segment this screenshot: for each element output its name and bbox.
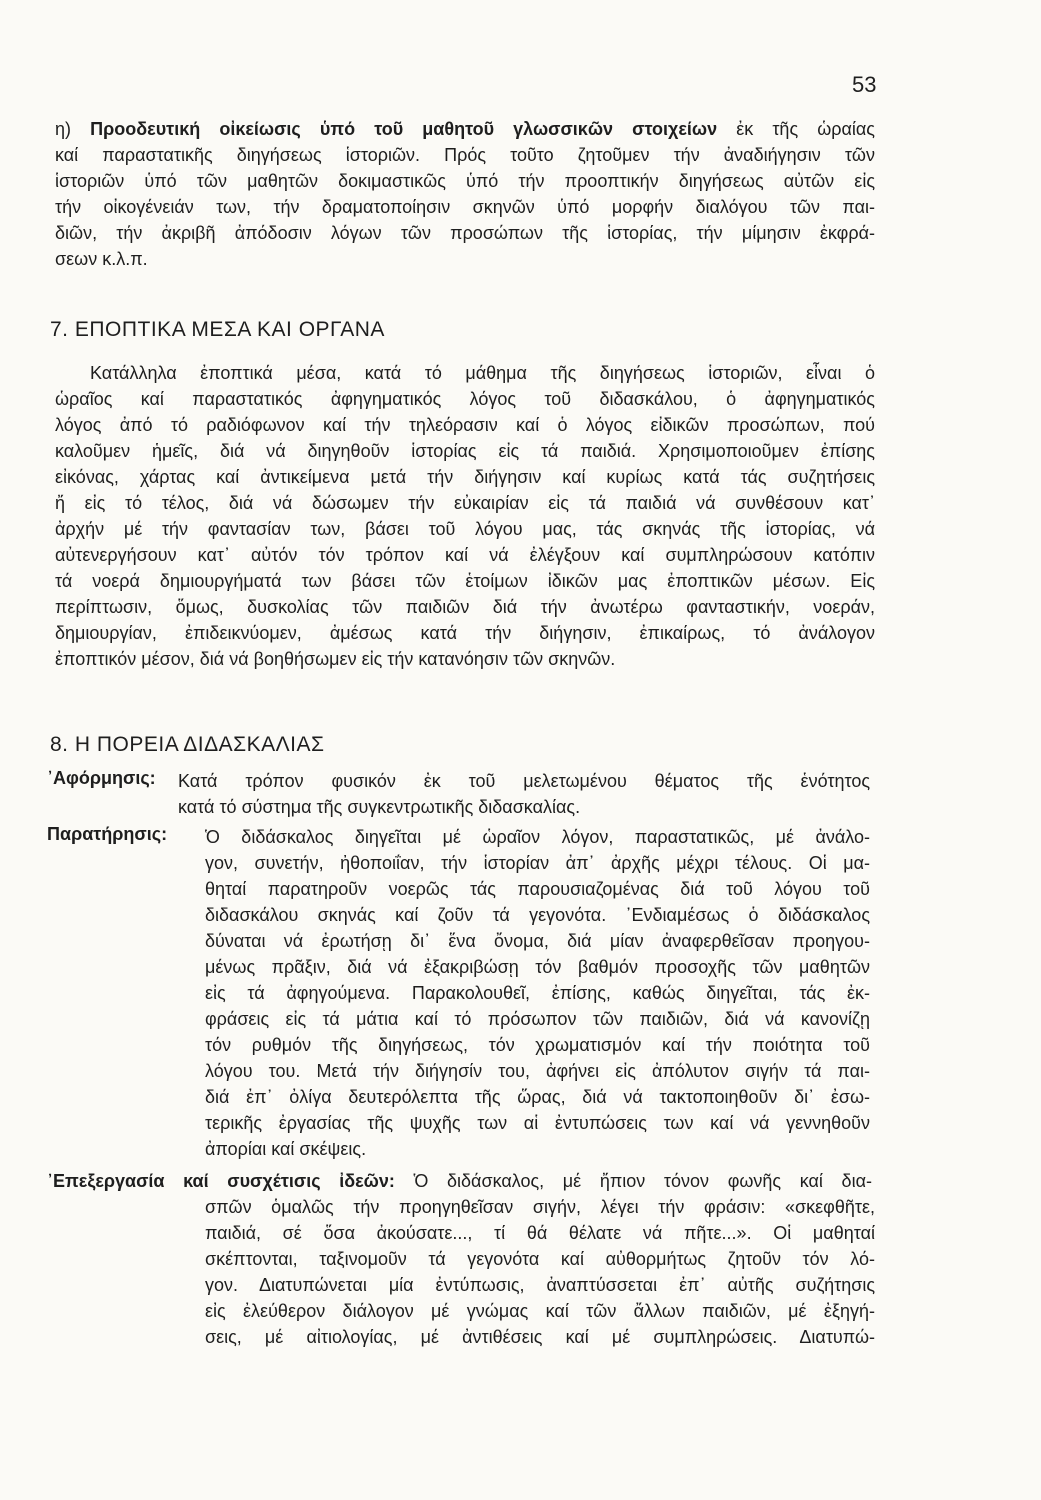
item-line-rest: ἐκ τῆς ὡραίας: [736, 119, 875, 139]
term-paratirisis: Παρατήρησις:: [47, 824, 168, 844]
paragraph-line: δημιουργίαν, ἐπιδεικνύομεν, ἀμέσως κατά τήν διήγησιν, ἐπικαίρως, τό ἀνάλογον: [55, 623, 875, 643]
paragraph-line: φράσεις εἰς τά μάτια καί τό πρόσωπον τῶν παιδιῶν, διά νά κανονίζῃ: [205, 1009, 870, 1029]
paragraph-line: ὡραῖος καί παραστατικός ἀφηγηματικός λόγος τοῦ διδασκάλου, ὁ ἀφηγηματικός: [55, 389, 875, 409]
paragraph-line: διῶν, τήν ἀκριβῆ ἀπόδοσιν λόγων τῶν προσώπων τῆς ἱστορίας, τήν μίμησιν ἐκφρά-: [55, 223, 875, 243]
paragraph-line: καί παραστατικῆς διηγήσεως ἱστοριῶν. Πρός τοῦτο ζητοῦμεν τήν ἀναδιήγησιν τῶν: [55, 145, 875, 165]
paragraph-line: διδασκάλου σκηνάς καί ζοῦν τά γεγονότα. ᾿Ενδιαμέσως ὁ διδάσκαλος: [205, 905, 870, 925]
paragraph-line: δύναται νά ἐρωτήσῃ δι᾽ ἕνα ὄνομα, διά μίαν ἀναφερθεῖσαν προηγου-: [205, 931, 870, 951]
paragraph-line: εἰκόνας, χάρτας καί ἀντικείμενα μετά τήν διήγησιν καί κυρίως κατά τάς συζητήσεις: [55, 467, 875, 487]
paragraph-line: αὐτενεργήσουν κατ᾽ αὐτόν τόν τρόπον καί νά ἐλέγξουν καί συμπληρώσουν κατόπιν: [55, 545, 875, 565]
paragraph-line: τόν ρυθμόν τῆς διηγήσεως, τόν χρωματισμόν καί τήν ποιότητα τοῦ: [205, 1035, 870, 1055]
paragraph-line: εἰς τά ἀφηγούμενα. Παρακολουθεῖ, ἐπίσης, καθώς διηγεῖται, τάς ἐκ-: [205, 983, 870, 1003]
paragraph-line: τήν οἰκογένειάν των, τήν δραματοποίησιν σκηνῶν ὑπό μορφήν διαλόγου τῶν παι-: [55, 197, 875, 217]
epexergasia-first-line: Ὁ διδάσκαλος, μέ ἤπιον τόνον φωνῆς καί δια-: [413, 1171, 872, 1191]
term-epexergasia-row: [47, 1168, 872, 1194]
paragraph-line: σεις, μέ αἰτιολογίας, μέ ἀντιθέσεις καί μέ συμπληρώσεις. Διατυπώ-: [205, 1327, 875, 1347]
paragraph-line: τά νοερά δημιουργήματά των βάσει τῶν ἑτοίμων ἰδικῶν μας ἐποπτικῶν μέσων. Εἰς: [55, 571, 875, 591]
paragraph-line: ἤ εἰς τό τέλος, διά νά δώσωμεν τήν εὐκαιρίαν εἰς τά παιδιά νά συνθέσουν κατ᾽: [55, 493, 875, 513]
paragraph-line: περίπτωσιν, ὅμως, δυσκολίας τῶν παιδιῶν διά τήν ἀνωτέρω φανταστικήν, νοεράν,: [55, 597, 875, 617]
term-epexergasia: ᾿Επεξεργασία καί συσχέτισις ἰδεῶν:: [47, 1171, 395, 1191]
paragraph-line: ἀρχήν μέ τήν φαντασίαν των, βάσει τοῦ λόγου μας, τάς σκηνάς τῆς ἱστορίας, νά: [55, 519, 875, 539]
page-number: 53: [852, 72, 877, 97]
paragraph-line: [55, 116, 875, 142]
section-8-heading: 8. Η ΠΟΡΕΙΑ ΔΙΔΑΣΚΑΛΙΑΣ: [50, 733, 325, 756]
paragraph-line: Κατά τρόπον φυσικόν ἐκ τοῦ μελετωμένου θέματος τῆς ἑνότητος: [178, 771, 870, 791]
section-7-body: [55, 360, 875, 672]
paragraph-line: λόγος ἀπό τό ραδιόφωνον καί τήν τηλεόρασιν καί ὁ λόγος εἰδικῶν προσώπων, πού: [55, 415, 875, 435]
term-aformisis: ᾿Αφόρμησις:: [47, 768, 156, 788]
paragraph-line: Ὁ διδάσκαλος διηγεῖται μέ ὡραῖον λόγον, παραστατικῶς, μέ ἀνάλο-: [205, 827, 870, 847]
paragraph-line: ἐποπτικόν μέσον, διά νά βοηθήσωμεν εἰς τήν κατανόησιν τῶν σκηνῶν.: [55, 649, 616, 669]
paragraph-line: γον. Διατυπώνεται μία ἐντύπωσις, ἀναπτύσσεται ἐπ᾽ αὐτῆς συζήτησις: [205, 1275, 875, 1295]
paragraph-line: διά ἐπ᾽ ὀλίγα δευτερόλεπτα τῆς ὥρας, διά νά τακτοποιηθοῦν δι᾽ ἐσω-: [205, 1087, 870, 1107]
paragraph-line: σεων κ.λ.π.: [55, 249, 148, 269]
paragraph-line: γον, συνετήν, ἠθοποιΐαν, τήν ἱστορίαν ἀπ᾽ ἀρχῆς μέχρι τέλους. Οἱ μα-: [205, 853, 870, 873]
paragraph-line: ἱστοριῶν ὑπό τῶν μαθητῶν δοκιμαστικῶς ὑπό τήν προοπτικήν διηγήσεως αὐτῶν εἰς: [55, 171, 875, 191]
paragraph-eta: [55, 116, 875, 272]
paragraph-line: [47, 1168, 872, 1194]
epexergasia-body: [205, 1194, 875, 1350]
paragraph-line: τερικῆς ἐργασίας τῆς ψυχῆς των αἱ ἐντυπώσεις των καί νά γεννηθοῦν: [205, 1113, 870, 1133]
aformisis-body: [178, 768, 870, 820]
item-bold-title: Προοδευτική οἰκείωσις ὑπό τοῦ μαθητοῦ γλωσσικῶν στοιχείων: [90, 119, 718, 139]
paragraph-line: Κατάλληλα ἐποπτικά μέσα, κατά τό μάθημα τῆς διηγήσεως ἱστοριῶν, εἶναι ὁ: [90, 363, 875, 383]
paratirisis-body: [205, 824, 870, 1162]
section-7-heading: 7. ΕΠΟΠΤΙΚΑ ΜΕΣΑ ΚΑΙ ΟΡΓΑΝΑ: [50, 318, 385, 341]
paragraph-line: σκέπτονται, ταξινομοῦν τά γεγονότα καί αὐθορμήτως ζητοῦν τόν λό-: [205, 1249, 875, 1269]
paragraph-line: θηταί παρατηροῦν νοερῶς τάς παρουσιαζομένας διά τοῦ λόγου τοῦ: [205, 879, 870, 899]
paragraph-line: λόγου του. Μετά τήν διήγησίν του, ἀφήνει εἰς ἀπόλυτον σιγήν τά παι-: [205, 1061, 870, 1081]
paragraph-line: σπῶν ὁμαλῶς τήν προηγηθεῖσαν σιγήν, λέγει τήν φράσιν: «σκεφθῆτε,: [205, 1197, 875, 1217]
paragraph-line: μένως πρᾶξιν, διά νά ἐξακριβώσῃ τόν βαθμόν προσοχῆς τῶν μαθητῶν: [205, 957, 870, 977]
paragraph-line: καλοῦμεν ἡμεῖς, διά νά διηγηθοῦν ἱστορίας εἰς τά παιδιά. Χρησιμοποιοῦμεν ἐπίσης: [55, 441, 875, 461]
paragraph-line: ἀπορίαι καί σκέψεις.: [205, 1139, 367, 1159]
item-label: η): [55, 119, 72, 139]
paragraph-line: παιδιά, σέ ὅσα ἀκούσατε..., τί θά θέλατε νά πῆτε...». Οἱ μαθηταί: [205, 1223, 875, 1243]
paragraph-line: εἰς ἐλεύθερον διάλογον μέ γνώμας καί τῶν ἄλλων παιδιῶν, μέ ἐξηγή-: [205, 1301, 875, 1321]
paragraph-line: κατά τό σύστημα τῆς συγκεντρωτικῆς διδασκαλίας.: [178, 797, 581, 817]
